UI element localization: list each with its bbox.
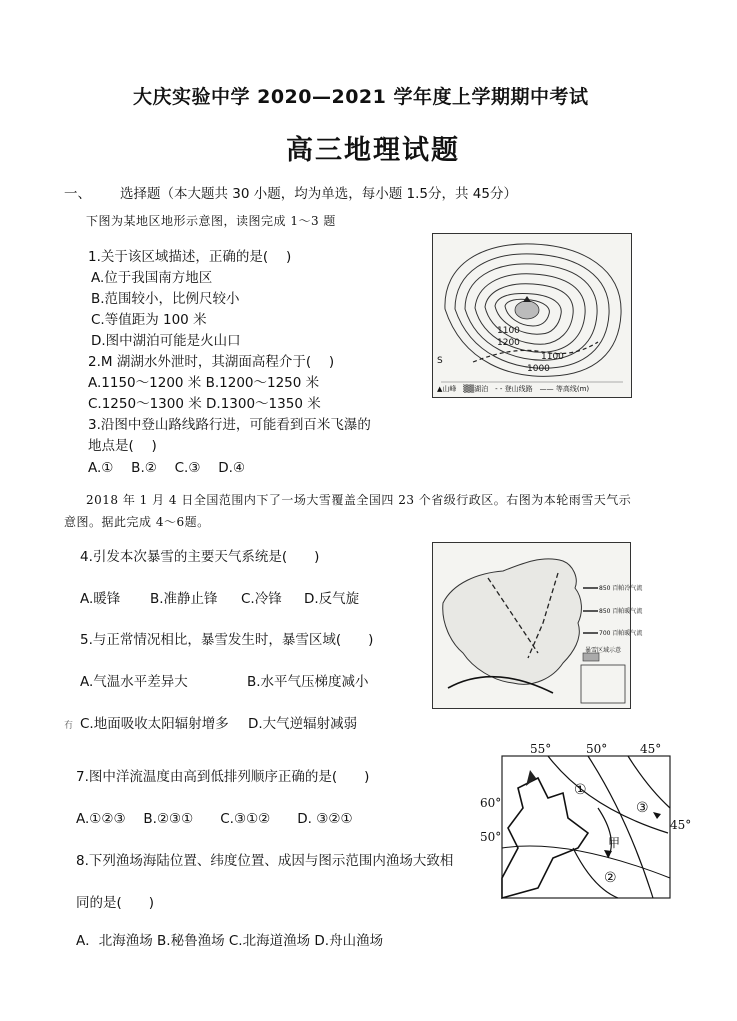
terrain-map-figure bbox=[432, 233, 632, 398]
q1-option-b: B.范围较小，比例尺较小 bbox=[91, 291, 240, 307]
location-jia: 甲 bbox=[608, 836, 621, 850]
q3-stem-line1: 3.沿图中登山路线路行进，可能看到百米飞瀑的 bbox=[88, 417, 371, 433]
q2-options-ab: A.1150～1200 米 B.1200～1250 米 bbox=[88, 375, 320, 391]
q1-stem: 1.关于该区域描述，正确的是( ) bbox=[88, 249, 292, 265]
q5-option-d: D.大气逆辐射减弱 bbox=[248, 716, 358, 732]
q1-option-d: D.图中湖泊可能是火山口 bbox=[91, 333, 241, 349]
legend-warm-flow-700: 700 百帕暖气流 bbox=[599, 630, 643, 637]
q4-option-d: D.反气旋 bbox=[304, 591, 360, 607]
q4-option-c: C.冷锋 bbox=[241, 591, 282, 607]
current-marker-1: ① bbox=[574, 782, 587, 798]
longitude-label: 55° bbox=[530, 742, 552, 756]
contour-label: 1100 bbox=[497, 326, 520, 336]
contour-label: 1100 bbox=[541, 352, 564, 362]
group2-intro-line1: 2018 年 1 月 4 日全国范围内下了一场大雪覆盖全国四 23 个省级行政区。右图为本轮雨雪天气示 bbox=[86, 493, 632, 507]
q4-stem: 4.引发本次暴雪的主要天气系统是( ) bbox=[80, 549, 320, 565]
snow-weather-map-figure bbox=[432, 542, 643, 709]
q5-option-a: A.气温水平差异大 bbox=[80, 674, 188, 690]
contour-label: 1200 bbox=[497, 338, 520, 348]
q4-option-b: B.准静止锋 bbox=[150, 591, 218, 607]
terrain-legend: ▲山峰 ▒▒湖泊 - - 登山线路 —— 等高线(m) bbox=[437, 385, 590, 393]
legend-cold-flow: 850 百帕冷气流 bbox=[599, 585, 643, 592]
q2-stem: 2.M 湖湖水外泄时，其湖面高程介于( ) bbox=[88, 354, 335, 370]
group2-intro-line2: 意图。据此完成 4～6题。 bbox=[64, 515, 210, 529]
latitude-label: 60° bbox=[480, 796, 502, 810]
q8-stem-line2: 同的是( ) bbox=[76, 895, 155, 911]
longitude-label: 45° bbox=[640, 742, 662, 756]
q7-stem: 7.图中洋流温度由高到低排列顺序正确的是( ) bbox=[76, 769, 370, 785]
legend-snow-area: 暴雪区域示意 bbox=[585, 647, 622, 654]
q5-option-b: B.水平气压梯度减小 bbox=[247, 674, 369, 690]
section-number: 一、 bbox=[64, 186, 91, 202]
group1-intro: 下图为某地区地形示意图，读图完成 1～3 题 bbox=[86, 214, 336, 228]
legend-warm-flow-850: 850 百帕暖气流 bbox=[599, 608, 643, 615]
map-marker-s: S bbox=[437, 356, 443, 366]
q7-options: A.①②③ B.②③① C.③①② D. ③②① bbox=[76, 811, 353, 827]
q1-option-c: C.等值距为 100 米 bbox=[91, 312, 207, 328]
q8-options-partial: A．北海渔场 B.秘鲁渔场 C.北海道渔场 D.舟山渔场 bbox=[76, 933, 384, 949]
snow-weather-map bbox=[433, 543, 630, 708]
latitude-label: 45° bbox=[670, 818, 692, 832]
current-marker-3: ③ bbox=[636, 800, 649, 816]
q8-stem-line1: 8.下列渔场海陆位置、纬度位置、成因与图示范围内渔场大致相 bbox=[76, 853, 454, 869]
section-heading: 选择题（本大题共 30 小题，均为单选，每小题 1.5分，共 45分） bbox=[120, 186, 517, 202]
stray-mark: 冇 bbox=[64, 721, 74, 731]
q1-option-a: A.位于我国南方地区 bbox=[91, 270, 213, 286]
q3-stem-line2: 地点是( ) bbox=[88, 438, 157, 454]
exam-subtitle: 高三地理试题 bbox=[286, 135, 460, 166]
q4-option-a: A.暖锋 bbox=[80, 591, 121, 607]
latitude-label: 50° bbox=[480, 830, 502, 844]
current-marker-2: ② bbox=[604, 870, 617, 886]
longitude-label: 50° bbox=[586, 742, 608, 756]
q2-options-cd: C.1250～1300 米 D.1300～1350 米 bbox=[88, 396, 321, 412]
q3-options: A.① B.② C.③ D.④ bbox=[88, 460, 246, 476]
ocean-current-map bbox=[478, 738, 694, 898]
contour-label: 1000 bbox=[527, 364, 550, 374]
q5-option-c: C.地面吸收太阳辐射增多 bbox=[80, 716, 229, 732]
exam-title: 大庆实验中学 2020—2021 学年度上学期期中考试 bbox=[133, 86, 589, 108]
ocean-current-map-figure bbox=[478, 738, 694, 898]
q5-stem: 5.与正常情况相比，暴雪发生时，暴雪区域( ) bbox=[80, 632, 374, 648]
